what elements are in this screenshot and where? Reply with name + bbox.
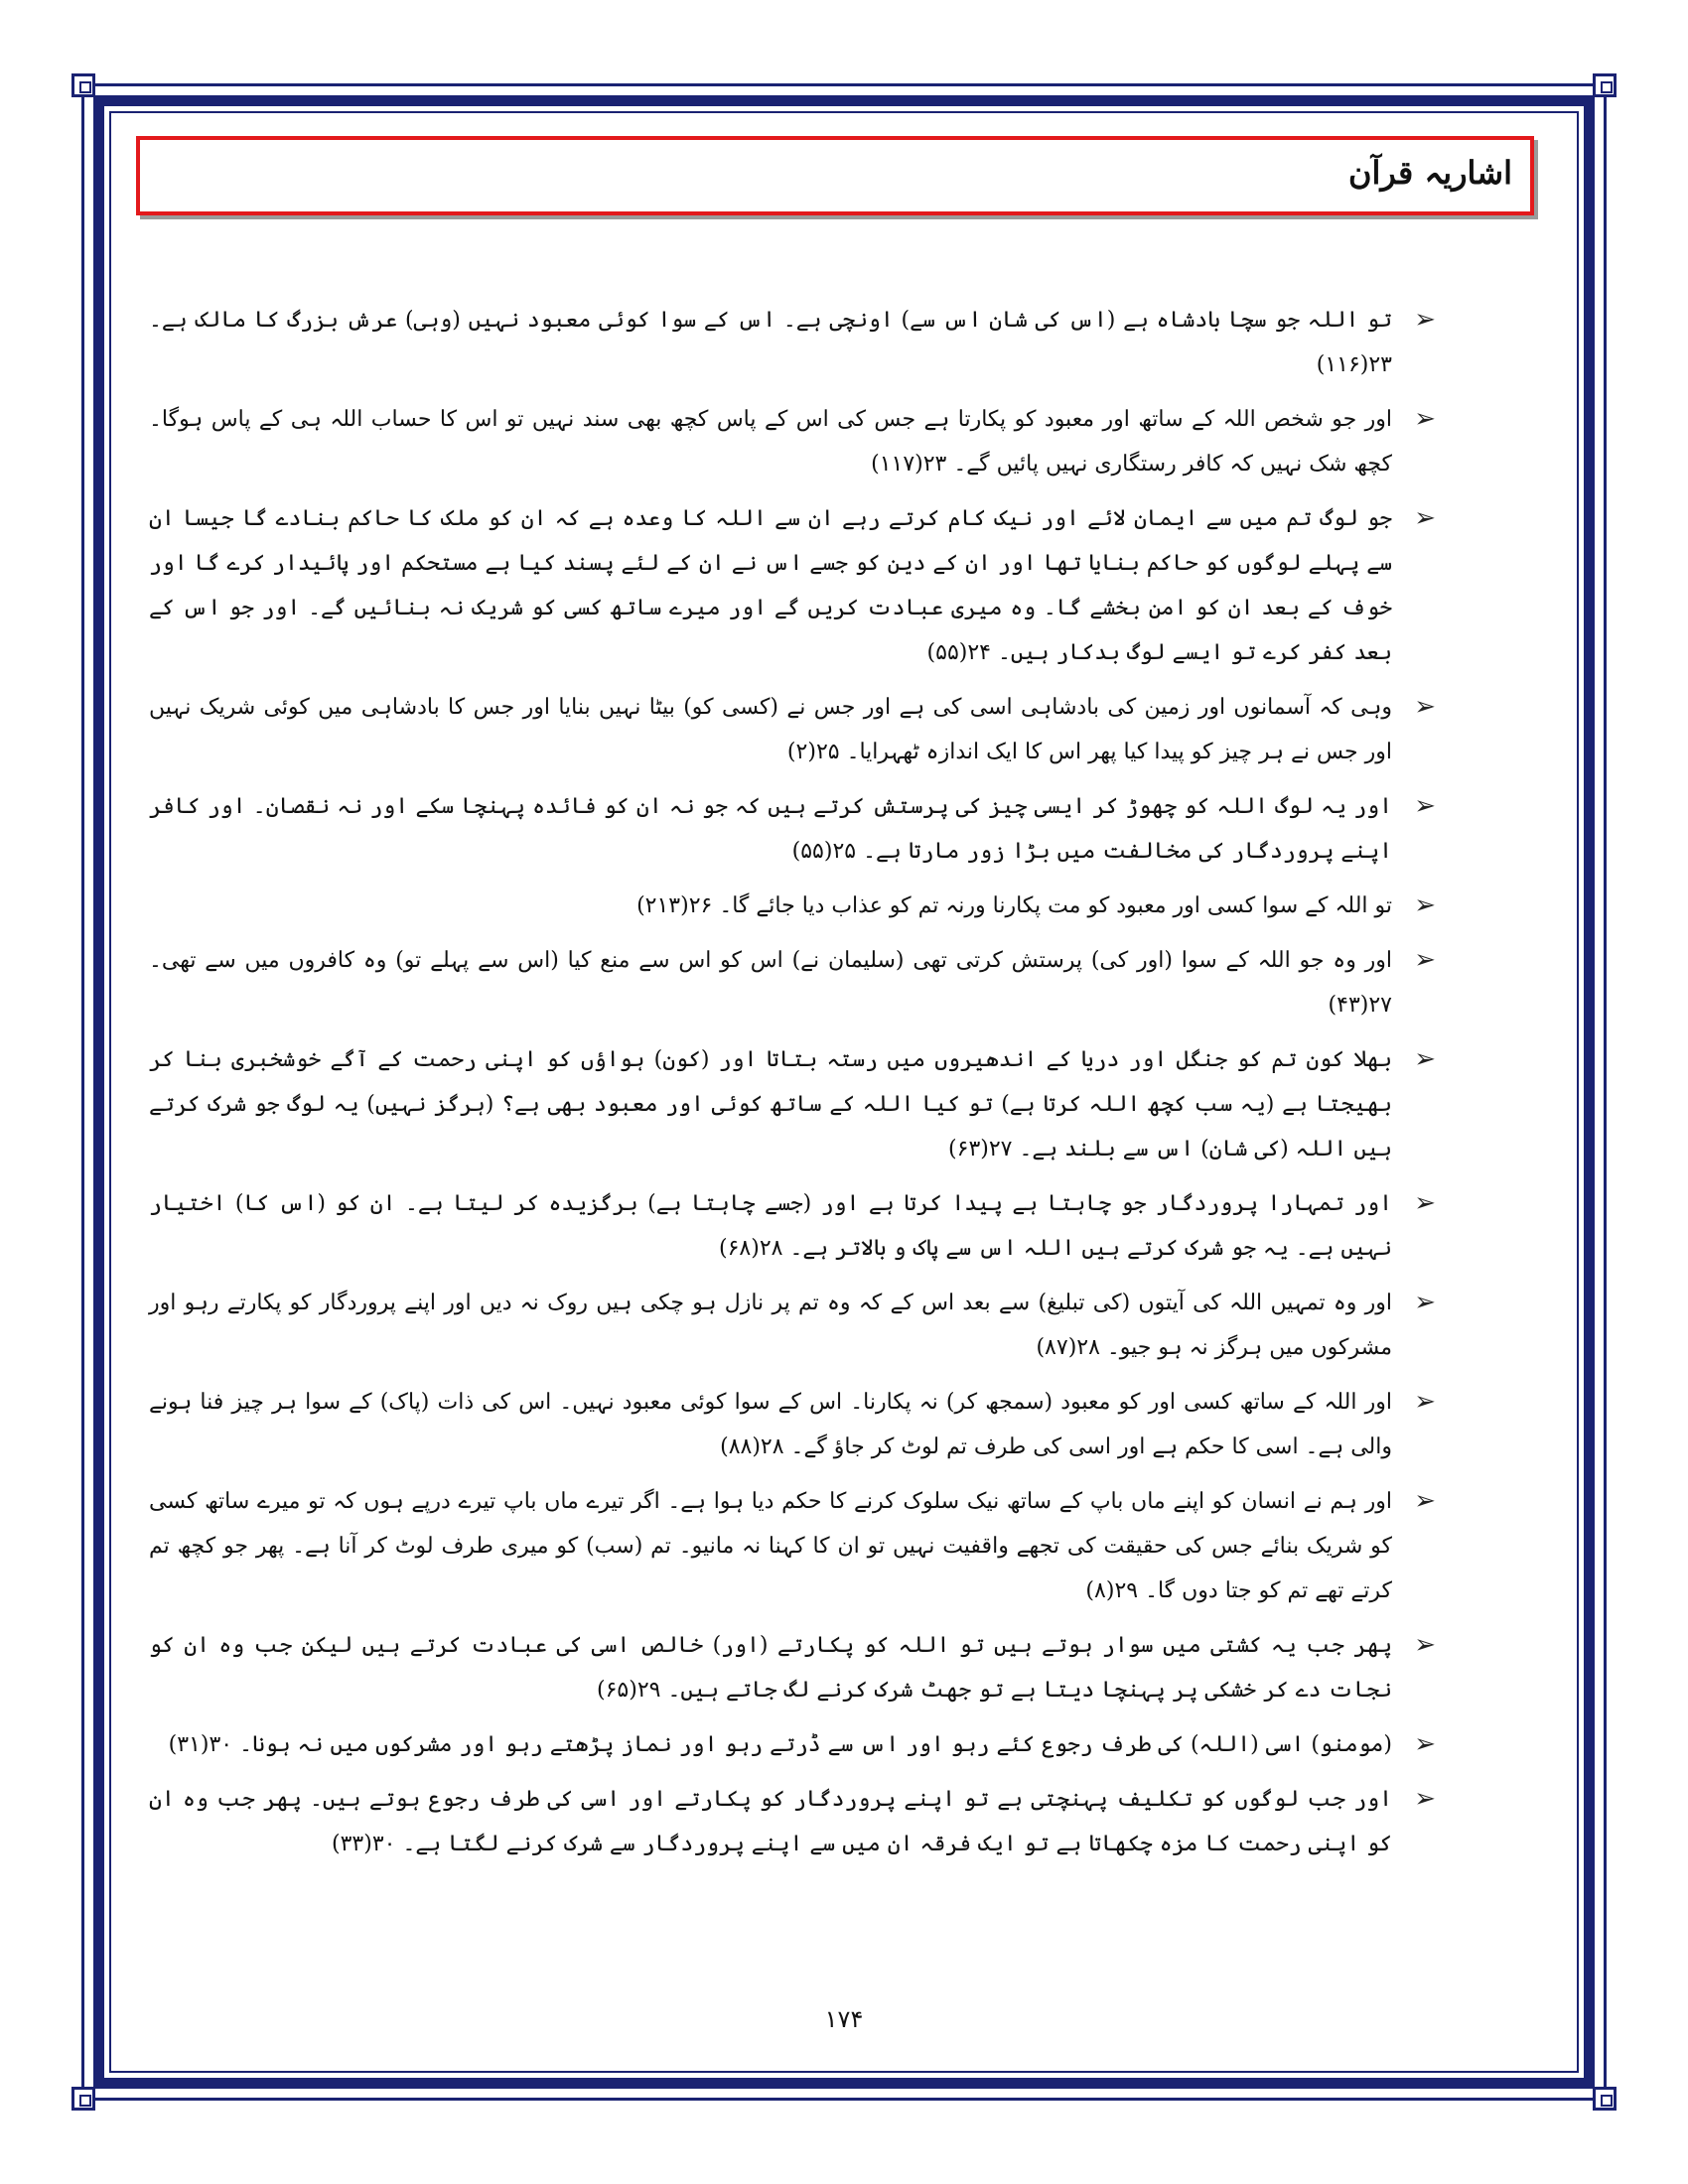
list-item bbox=[149, 1181, 1440, 1271]
page-title: اشاریہ قرآن bbox=[1347, 154, 1512, 192]
entry-text: تو اللہ کے سوا کسی اور معبود کو مت پکارنا ورنہ تم کو عذاب دیا جائے گا۔ ۲۶(۲۱۳) bbox=[636, 893, 1392, 918]
corner-ornament-bottom-right bbox=[1593, 2087, 1617, 2111]
list-item bbox=[149, 938, 1440, 1027]
arrow-bullet-icon: ➢ bbox=[1414, 1188, 1436, 1218]
arrow-bullet-icon: ➢ bbox=[1414, 305, 1436, 335]
list-item bbox=[149, 397, 1440, 486]
header-box bbox=[136, 136, 1534, 215]
list-item bbox=[149, 496, 1440, 675]
arrow-bullet-icon: ➢ bbox=[1414, 1288, 1436, 1317]
entry-text: اور تمہارا پروردگار جو چاہتا ہے پیدا کرتا ہے اور (جسے چاہتا ہے) برگزیدہ کر لیتا ہے۔ ان کو (اس کا) اختیار نہیں ہے۔ یہ جو شرک کرتے ہیں اللہ اس سے پاک و بالاتر ہے۔ ۲۸(۶۸) bbox=[149, 1191, 1392, 1261]
corner-ornament-top-left bbox=[71, 73, 95, 97]
entry-text: اور جب لوگوں کو تکلیف پہنچتی ہے تو اپنے پروردگار کو پکارتے اور اسی کی طرف رجوع ہوتے ہیں۔ پھر جب وہ ان کو اپنی رحمت کا مزہ چکھاتا ہے تو ایک فرقہ ان میں سے اپنے پروردگار سے شرک کرنے لگتا ہے۔ ۳۰(۳۳) bbox=[149, 1787, 1392, 1856]
entry-text: اور وہ تمہیں اللہ کی آیتوں (کی تبلیغ) سے بعد اس کے کہ وہ تم پر نازل ہو چکی ہیں روک نہ دیں اور اپنے پروردگار کو پکارتے رہو اور مشرکوں میں ہرگز نہ ہو جیو۔ ۲۸(۸۷) bbox=[149, 1291, 1392, 1360]
list-item bbox=[149, 298, 1440, 387]
entry-text: اور جو شخص اللہ کے ساتھ اور معبود کو پکارتا ہے جس کی اس کے پاس کچھ بھی سند نہیں تو اس کا حساب اللہ ہی کے پاس ہوگا۔ کچھ شک نہیں کہ کافر رستگاری نہیں پائیں گے۔ ۲۳(۱۱۷) bbox=[149, 407, 1392, 477]
entry-list bbox=[149, 298, 1440, 1876]
entry-text: بھلا کون تم کو جنگل اور دریا کے اندھیروں میں رستہ بتاتا اور (کون) ہواؤں کو اپنی رحمت کے آگے خوشخبری بنا کر بھیجتا ہے (یہ سب کچھ اللہ کرتا ہے) تو کیا اللہ کے ساتھ کوئی اور معبود بھی ہے؟ (ہرگز نہیں) یہ لوگ جو شرک کرتے ہیں اللہ (کی شان) اس سے بلند ہے۔ ۲۷(۶۳) bbox=[149, 1047, 1392, 1161]
list-item bbox=[149, 1479, 1440, 1613]
list-item bbox=[149, 1623, 1440, 1712]
entry-text: اور وہ جو اللہ کے سوا (اور کی) پرستش کرتی تھی (سلیمان نے) اس کو اس سے منع کیا (اس سے پہلے تو) وہ کافروں میں سے تھی۔ ۲۷(۴۳) bbox=[149, 948, 1392, 1018]
arrow-bullet-icon: ➢ bbox=[1414, 791, 1436, 821]
list-item bbox=[149, 685, 1440, 774]
arrow-bullet-icon: ➢ bbox=[1414, 890, 1436, 920]
list-item bbox=[149, 1777, 1440, 1866]
list-item bbox=[149, 1281, 1440, 1370]
arrow-bullet-icon: ➢ bbox=[1414, 1784, 1436, 1814]
entry-text: پھر جب یہ کشتی میں سوار ہوتے ہیں تو اللہ کو پکارتے (اور) خالص اسی کی عبادت کرتے ہیں لیکن جب وہ ان کو نجات دے کر خشکی پر پہنچا دیتا ہے تو جھٹ شرک کرنے لگ جاتے ہیں۔ ۲۹(۶۵) bbox=[149, 1633, 1392, 1703]
list-item bbox=[149, 784, 1440, 874]
arrow-bullet-icon: ➢ bbox=[1414, 503, 1436, 533]
corner-ornament-bottom-left bbox=[71, 2087, 95, 2111]
arrow-bullet-icon: ➢ bbox=[1414, 1044, 1436, 1074]
corner-ornament-top-right bbox=[1593, 73, 1617, 97]
entry-text: اور اللہ کے ساتھ کسی اور کو معبود (سمجھ کر) نہ پکارنا۔ اس کے سوا کوئی معبود نہیں۔ اس کی ذات (پاک) کے سوا ہر چیز فنا ہونے والی ہے۔ اسی کا حکم ہے اور اسی کی طرف تم لوٹ کر جاؤ گے۔ ۲۸(۸۸) bbox=[149, 1390, 1392, 1459]
arrow-bullet-icon: ➢ bbox=[1414, 404, 1436, 434]
entry-text: (مومنو) اسی (اللہ) کی طرف رجوع کئے رہو اور اس سے ڈرتے رہو اور نماز پڑھتے رہو اور مشرکوں میں نہ ہونا۔ ۳۰(۳۱) bbox=[168, 1732, 1392, 1757]
arrow-bullet-icon: ➢ bbox=[1414, 1486, 1436, 1516]
entry-text: تو اللہ جو سچا بادشاہ ہے (اس کی شان اس سے) اونچی ہے۔ اس کے سوا کوئی معبود نہیں (وہی) عرش بزرگ کا مالک ہے۔ ۲۳(۱۱۶) bbox=[149, 308, 1392, 377]
list-item bbox=[149, 884, 1440, 928]
arrow-bullet-icon: ➢ bbox=[1414, 692, 1436, 722]
list-item bbox=[149, 1722, 1440, 1767]
entry-text: اور ہم نے انسان کو اپنے ماں باپ کے ساتھ نیک سلوک کرنے کا حکم دیا ہوا ہے۔ اگر تیرے ماں باپ تیرے درپے ہوں کہ تو میرے ساتھ کسی کو شریک بنائے جس کی حقیقت کی تجھے واقفیت نہیں تو ان کا کہنا نہ مانیو۔ تم (سب) کو میری طرف لوٹ کر آنا ہے۔ پھر جو کچھ تم کرتے تھے تم کو جتا دوں گا۔ ۲۹(۸) bbox=[149, 1489, 1392, 1603]
entry-text: اور یہ لوگ اللہ کو چھوڑ کر ایسی چیز کی پرستش کرتے ہیں کہ جو نہ ان کو فائدہ پہنچا سکے اور نہ نقصان۔ اور کافر اپنے پروردگار کی مخالفت میں بڑا زور مارتا ہے۔ ۲۵(۵۵) bbox=[149, 794, 1392, 864]
arrow-bullet-icon: ➢ bbox=[1414, 945, 1436, 975]
list-item bbox=[149, 1380, 1440, 1469]
arrow-bullet-icon: ➢ bbox=[1414, 1387, 1436, 1417]
arrow-bullet-icon: ➢ bbox=[1414, 1630, 1436, 1660]
page-number: ۱۷۴ bbox=[824, 2005, 864, 2033]
arrow-bullet-icon: ➢ bbox=[1414, 1729, 1436, 1759]
entry-text: جو لوگ تم میں سے ایمان لائے اور نیک کام کرتے رہے ان سے اللہ کا وعدہ ہے کہ ان کو ملک کا حاکم بنادے گا جیسا ان سے پہلے لوگوں کو حاکم بنایا تھا اور ان کے دین کو جسے اس نے ان کے لئے پسند کیا ہے مستحکم اور پائیدار کرے گا اور خوف کے بعد ان کو امن بخشے گا۔ وہ میری عبادت کریں گے اور میرے ساتھ کسی کو شریک نہ بنائیں گے۔ اور جو اس کے بعد کفر کرے تو ایسے لوگ بدکار ہیں۔ ۲۴(۵۵) bbox=[149, 506, 1392, 665]
list-item bbox=[149, 1037, 1440, 1171]
entry-text: وہی کہ آسمانوں اور زمین کی بادشاہی اسی کی ہے اور جس نے (کسی کو) بیٹا نہیں بنایا اور جس کا بادشاہی میں کوئی شریک نہیں اور جس نے ہر چیز کو پیدا کیا پھر اس کا ایک اندازہ ٹھہرایا۔ ۲۵(۲) bbox=[149, 695, 1392, 764]
